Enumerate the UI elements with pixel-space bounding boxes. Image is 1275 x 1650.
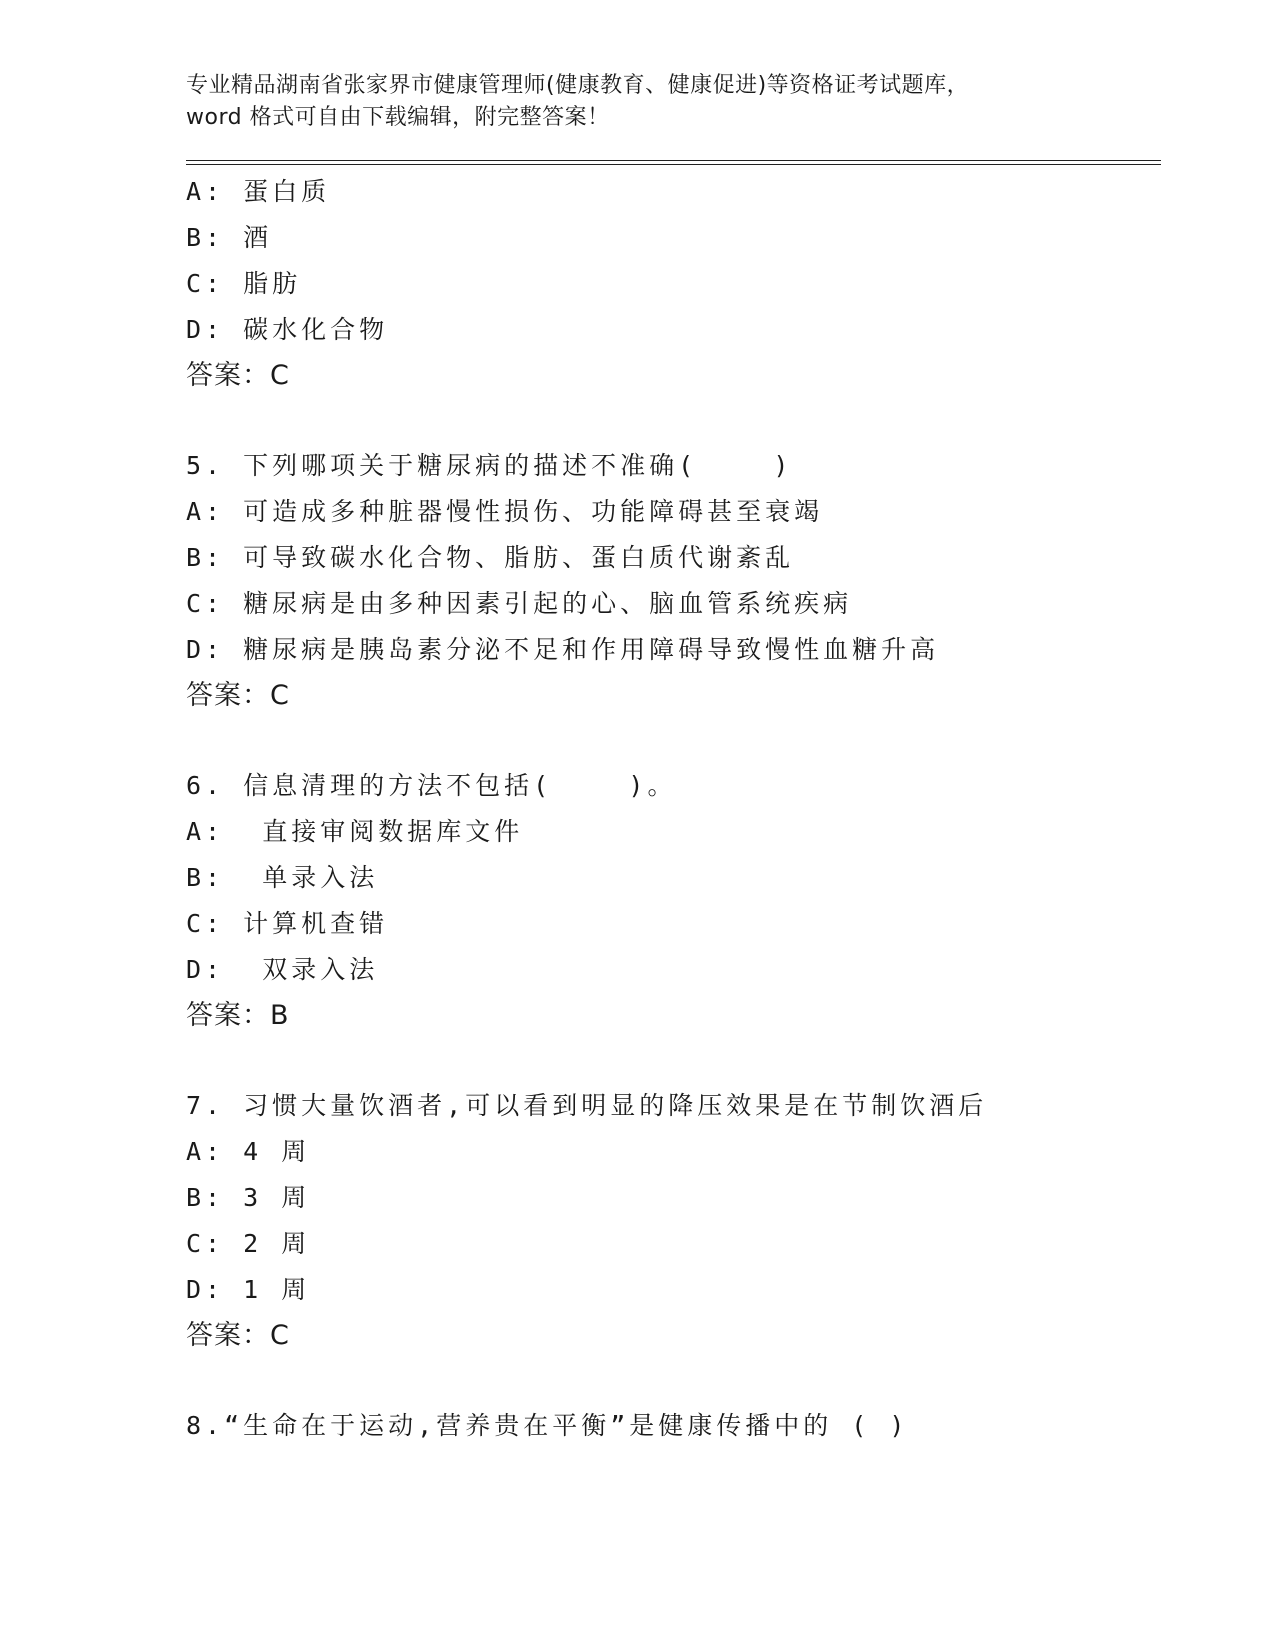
question-6 [186, 763, 1161, 1039]
question-8 [186, 1403, 1161, 1449]
question-7 [186, 1083, 1161, 1359]
option-c: C: 糖尿病是由多种因素引起的心、脑血管系统疾病 [186, 589, 853, 618]
option-a: A: 可造成多种脏器慢性损伤、功能障碍甚至衰竭 [186, 497, 824, 526]
option-b: B: 酒 [186, 223, 273, 252]
question-text: 7. 习惯大量饮酒者,可以看到明显的降压效果是在节制饮酒后 [186, 1091, 988, 1120]
option-a: A: 蛋白质 [186, 177, 331, 206]
option-c: C: 2 周 [186, 1229, 311, 1258]
option-d: D: 1 周 [186, 1275, 311, 1304]
header-title-line-1: 专业精品湖南省张家界市健康管理师(健康教育、健康促进)等资格证考试题库， [186, 73, 970, 98]
option-d: D: 糖尿病是胰岛素分泌不足和作用障碍导致慢性血糖升高 [186, 635, 940, 664]
question-5 [186, 443, 1161, 719]
question-text: 6. 信息清理的方法不包括( )。 [186, 771, 677, 800]
exam-page [186, 70, 1161, 1449]
question-text: 8.“生命在于运动,营养贵在平衡”是健康传播中的 ( ) [186, 1411, 909, 1440]
answer-line: 答案：C [186, 680, 290, 711]
option-b: B: 3 周 [186, 1183, 311, 1212]
answer-line: 答案：C [186, 1320, 290, 1351]
document-header [186, 70, 1161, 134]
answer-line: 答案：C [186, 360, 290, 391]
option-c: C: 脂肪 [186, 269, 302, 298]
option-d: D: 碳水化合物 [186, 315, 389, 344]
question-text: 5. 下列哪项关于糖尿病的描述不准确( ) [186, 451, 793, 480]
option-c: C: 计算机查错 [186, 909, 389, 938]
header-title-line-2: word 格式可自由下载编辑，附完整答案！ [186, 105, 610, 130]
option-b: B: 单录入法 [186, 863, 379, 892]
option-d: D: 双录入法 [186, 955, 379, 984]
option-a: A: 4 周 [186, 1137, 311, 1166]
option-a: A: 直接审阅数据库文件 [186, 817, 524, 846]
question-4-continued [186, 169, 1161, 399]
option-b: B: 可导致碳水化合物、脂肪、蛋白质代谢紊乱 [186, 543, 795, 572]
answer-line: 答案：B [186, 1000, 290, 1031]
